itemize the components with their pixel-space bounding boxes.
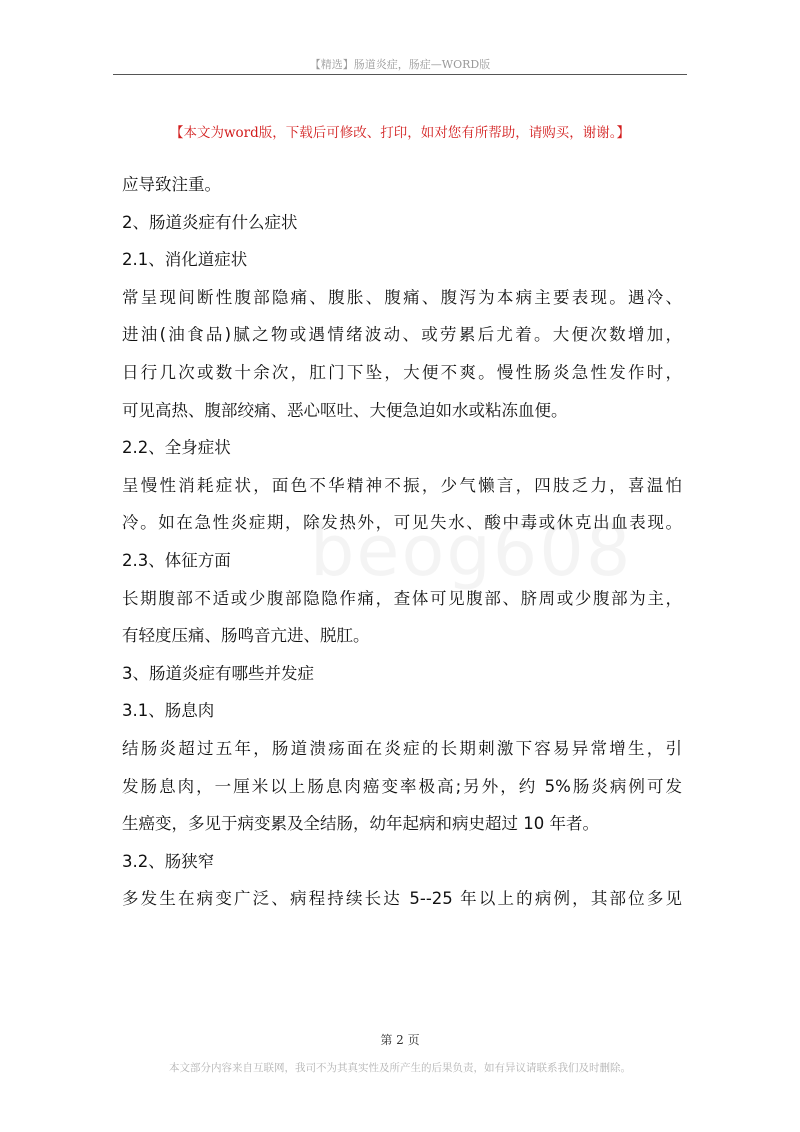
body-line: 生癌变，多见于病变累及全结肠，幼年起病和病史超过 10 年者。	[122, 814, 599, 834]
document-body	[122, 166, 682, 918]
subsection-heading: 2.1、消化道症状	[122, 250, 248, 270]
body-line: 常呈现间断性腹部隐痛、腹胀、腹痛、腹泻为本病主要表现。遇冷、	[122, 287, 682, 307]
subsection-heading: 2.2、全身症状	[122, 438, 231, 458]
page-header-title: 【精选】肠道炎症，肠症—WORD版	[309, 58, 491, 71]
body-line: 多发生在病变广泛、病程持续长达 5--25 年以上的病例，其部位多见	[122, 889, 682, 909]
download-notice: 【本文为word版，下载后可修改、打印，如对您有所帮助，请购买，谢谢。】	[169, 125, 631, 141]
body-line: 长期腹部不适或少腹部隐隐作痛，查体可见腹部、脐周或少腹部为主，	[122, 588, 682, 608]
subsection-heading: 3.1、肠息肉	[122, 701, 215, 721]
body-line: 发肠息肉，一厘米以上肠息肉癌变率极高;另外，约 5%肠炎病例可发	[122, 776, 682, 796]
body-line: 冷。如在急性炎症期，除发热外，可见失水、酸中毒或休克出血表现。	[122, 513, 682, 533]
body-line: 日行几次或数十余次，肛门下坠，大便不爽。慢性肠炎急性发作时，	[122, 362, 682, 382]
section-heading: 3、肠道炎症有哪些并发症	[122, 663, 314, 683]
body-line: 结肠炎超过五年，肠道溃疡面在炎症的长期刺激下容易异常增生，引	[122, 738, 682, 758]
body-line: 进油(油食品)腻之物或遇情绪波动、或劳累后尤着。大便次数增加，	[122, 325, 682, 345]
footer-disclaimer: 本文部分内容来自互联网，我司不为其真实性及所产生的后果负责，如有异议请联系我们及时删除。	[169, 1062, 631, 1074]
body-line: 有轻度压痛、肠鸣音亢进、脱肛。	[122, 626, 370, 646]
body-line: 应导致注重。	[122, 175, 221, 194]
section-heading: 2、肠道炎症有什么症状	[122, 212, 298, 232]
header-divider	[113, 74, 687, 75]
body-line: 呈慢性消耗症状，面色不华精神不振，少气懒言，四肢乏力，喜温怕	[122, 475, 682, 495]
page-number: 第 2 页	[380, 1033, 420, 1047]
subsection-heading: 3.2、肠狭窄	[122, 851, 215, 871]
subsection-heading: 2.3、体征方面	[122, 550, 231, 570]
body-line: 可见高热、腹部绞痛、恶心呕吐、大便急迫如水或粘冻血便。	[122, 400, 568, 420]
